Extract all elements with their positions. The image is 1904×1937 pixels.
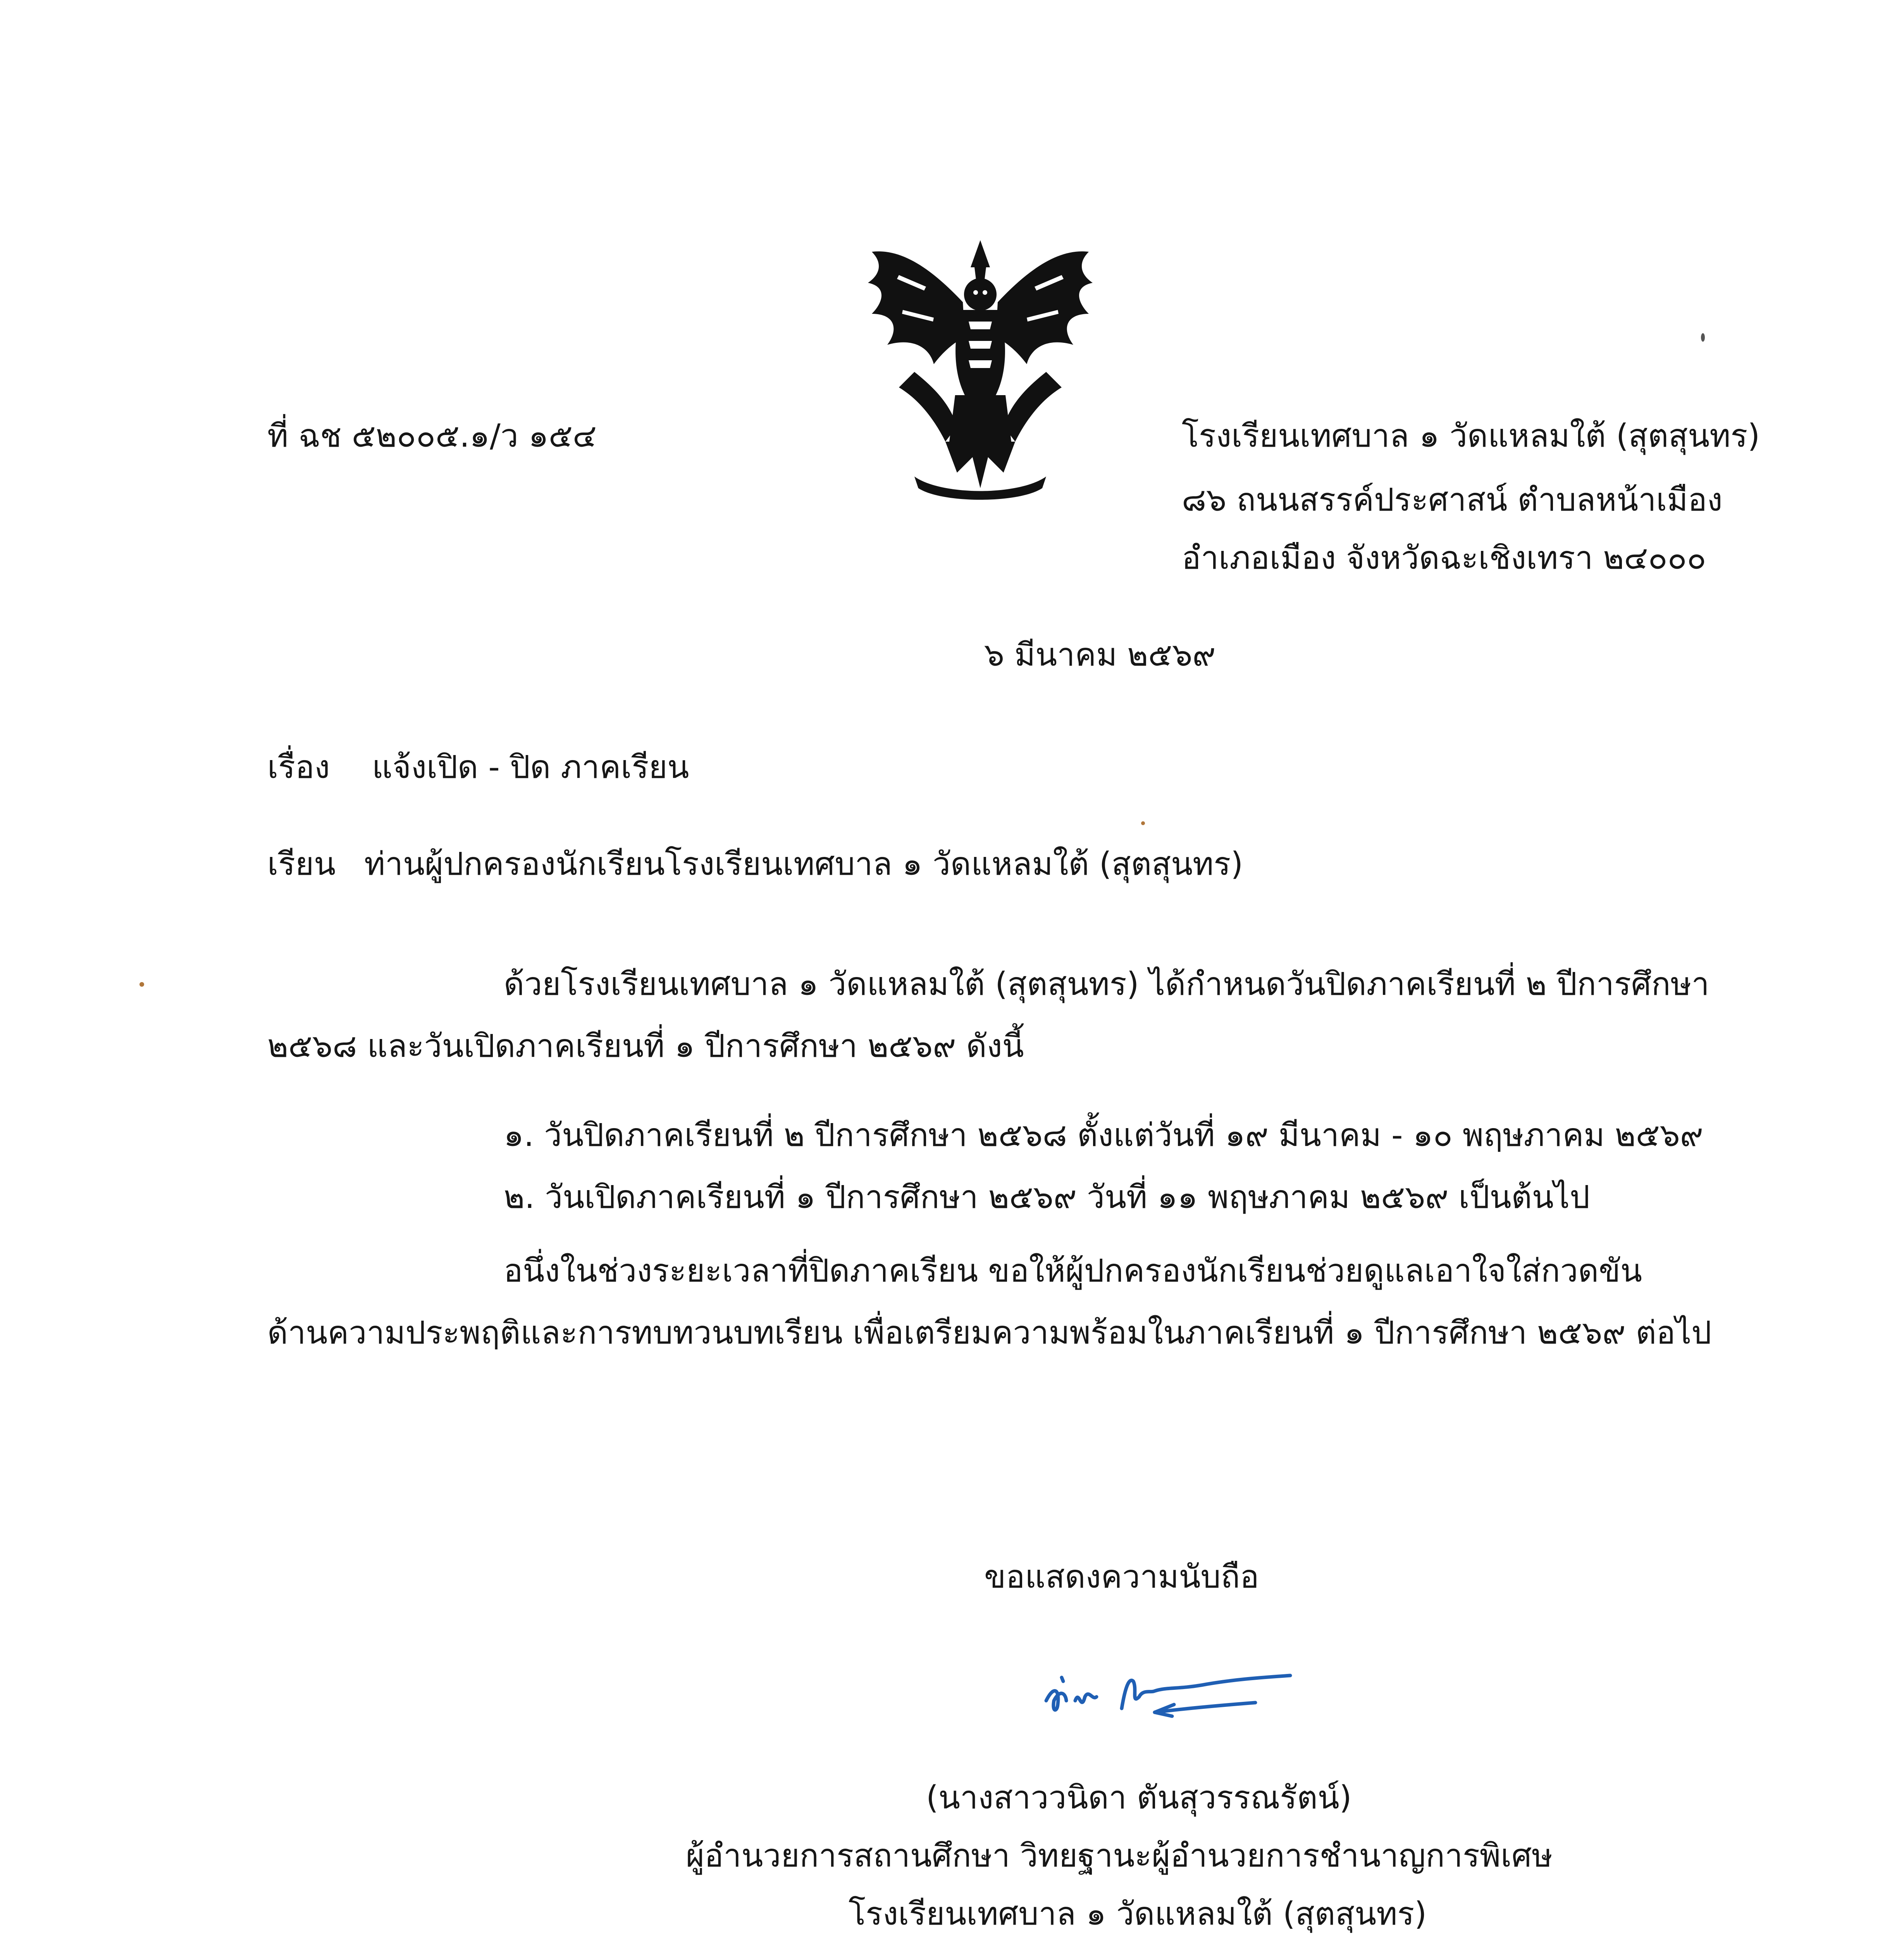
garuda-emblem-icon — [856, 225, 1104, 504]
subject-label: เรื่อง — [267, 749, 330, 786]
body-list-item-2: ๒. วันเปิดภาคเรียนที่ ๑ ปีการศึกษา ๒๕๖๙ วันที่ ๑๑ พฤษภาคม ๒๕๖๙ เป็นต้นไป — [504, 1179, 1590, 1216]
salutation-text: ท่านผู้ปกครองนักเรียนโรงเรียนเทศบาล ๑ วัดแหลมใต้ (สุตสุนทร) — [364, 846, 1243, 882]
closing-phrase: ขอแสดงความนับถือ — [984, 1559, 1259, 1595]
body-paragraph-2-line-1: อนึ่งในช่วงระยะเวลาที่ปิดภาคเรียน ขอให้ผู้ปกครองนักเรียนช่วยดูแลเอาใจใส่กวดขัน — [504, 1252, 1642, 1289]
body-paragraph-2-line-2: ด้านความประพฤติและการทบทวนบทเรียน เพื่อเตรียมความพร้อมในภาคเรียนที่ ๑ ปีการศึกษา ๒๕๖๙ ต่อไป — [267, 1314, 1712, 1351]
letter-date: ๖ มีนาคม ๒๕๖๙ — [984, 636, 1216, 673]
salutation-label: เรียน — [267, 846, 336, 882]
school-address-line-2: ๘๖ ถนนสรรค์ประศาสน์ ตำบลหน้าเมือง — [1182, 482, 1723, 518]
signatory-name: (นางสาววนิดา ตันสุวรรณรัตน์) — [926, 1779, 1352, 1816]
scan-speck — [139, 982, 144, 987]
school-address-line-1: โรงเรียนเทศบาล ๑ วัดแหลมใต้ (สุตสุนทร) — [1182, 418, 1760, 454]
subject-text: แจ้งเปิด - ปิด ภาคเรียน — [372, 749, 689, 786]
body-list-item-1: ๑. วันปิดภาคเรียนที่ ๒ ปีการศึกษา ๒๕๖๘ ตั้งแต่วันที่ ๑๙ มีนาคม - ๑๐ พฤษภาคม ๒๕๖๙ — [504, 1117, 1703, 1154]
school-address-line-3: อำเภอเมือง จังหวัดฉะเชิงเทรา ๒๔๐๐๐ — [1182, 540, 1706, 576]
signatory-position: ผู้อำนวยการสถานศึกษา วิทยฐานะผู้อำนวยการชำนาญการพิเศษ — [686, 1837, 1553, 1874]
body-paragraph-1-line-1: ด้วยโรงเรียนเทศบาล ๑ วัดแหลมใต้ (สุตสุนทร) ได้กำหนดวันปิดภาคเรียนที่ ๒ ปีการศึกษา — [504, 966, 1709, 1003]
reference-number: ที่ ฉช ๕๒๐๐๕.๑/ว ๑๕๔ — [267, 418, 597, 454]
body-paragraph-1-line-2: ๒๕๖๘ และวันเปิดภาคเรียนที่ ๑ ปีการศึกษา ๒๕๖๙ ดังนี้ — [267, 1028, 1024, 1065]
handwritten-signature — [1038, 1654, 1294, 1732]
scan-speck — [1701, 333, 1705, 342]
scan-speck — [1141, 821, 1145, 825]
signatory-school: โรงเรียนเทศบาล ๑ วัดแหลมใต้ (สุตสุนทร) — [849, 1896, 1427, 1932]
